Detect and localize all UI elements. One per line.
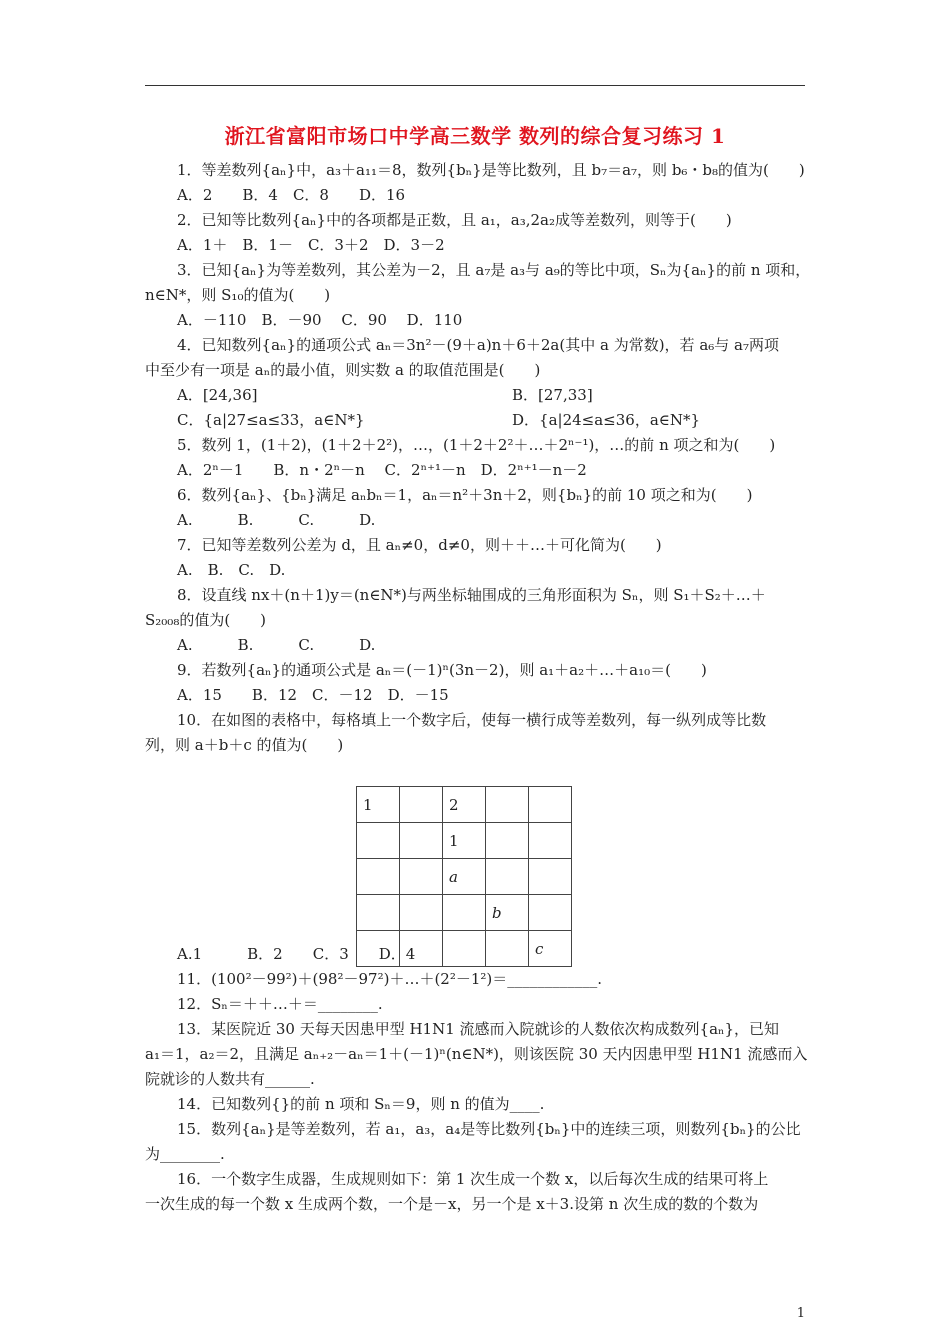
text-line: A. B. C. D. xyxy=(177,636,376,654)
grid-cell xyxy=(357,859,400,895)
text-line: A. B. C. D. xyxy=(177,511,376,529)
text-line: A．15 B．12 C．－12 D．－15 xyxy=(177,686,449,704)
grid-cell: c xyxy=(529,931,572,967)
grid-cell xyxy=(400,823,443,859)
text-line: 10．在如图的表格中，每格填上一个数字后，使每一横行成等差数列，每一纵列成等比数 xyxy=(177,711,767,729)
grid-cell xyxy=(357,823,400,859)
grid-cell xyxy=(443,931,486,967)
grid-cell: b xyxy=(486,895,529,931)
grid-cell: 2 xyxy=(443,787,486,823)
text-line: n∈N*，则 S₁₀的值为( ) xyxy=(145,286,331,304)
text-line: 7．已知等差数列公差为 d，且 aₙ≠0，d≠0，则＋＋…＋可化简为( ) xyxy=(177,536,662,554)
text-line: 16．一个数字生成器，生成规则如下：第 1 次生成一个数 x，以后每次生成的结果可将上 xyxy=(177,1170,769,1188)
grid-cell xyxy=(486,931,529,967)
text-line: A. B. C. D. xyxy=(177,561,286,579)
grid-cell xyxy=(486,823,529,859)
grid-cell xyxy=(529,787,572,823)
text-line: A.1 B．2 C．3 D．4 xyxy=(177,945,416,963)
grid-cell xyxy=(529,895,572,931)
grid-cell xyxy=(443,895,486,931)
grid-row xyxy=(357,931,572,967)
grid-cell: 1 xyxy=(443,823,486,859)
grid-row xyxy=(357,787,572,823)
text-line: A．1＋ B．1－ C．3＋2 D．3－2 xyxy=(177,236,445,254)
text-line: 6．数列{aₙ}、{bₙ}满足 aₙbₙ＝1，aₙ＝n²＋3n＋2，则{bₙ}的前 10 项之和为( ) xyxy=(177,486,753,504)
text-line: D．{a|24≤a≤36，a∈N*} xyxy=(512,411,701,429)
text-line: A．[24,36] xyxy=(177,386,258,404)
grid-cell xyxy=(400,931,443,967)
text-line: 12．Sₙ＝＋＋…＋＝________. xyxy=(177,995,383,1013)
grid-cell xyxy=(529,823,572,859)
text-line: 中至少有一项是 aₙ的最小值，则实数 a 的取值范围是( ) xyxy=(145,361,541,379)
number-grid xyxy=(356,786,572,967)
text-line: 5．数列 1，(1＋2)，(1＋2＋2²)，…，(1＋2＋2²＋…＋2ⁿ⁻¹)，…的前 n 项之和为( ) xyxy=(177,436,776,454)
page-title: 浙江省富阳市场口中学高三数学 数列的综合复习练习 1 xyxy=(224,124,726,148)
text-line: 院就诊的人数共有______. xyxy=(145,1070,315,1088)
text-line: 一次生成的每一个数 x 生成两个数，一个是－x，另一个是 x＋3.设第 n 次生成的数的个数为 xyxy=(145,1195,759,1213)
grid-cell: 1 xyxy=(357,787,400,823)
grid-cell xyxy=(486,787,529,823)
grid-cell: a xyxy=(443,859,486,895)
text-line: A．－110 B．－90 C．90 D．110 xyxy=(177,311,463,329)
text-line: 9．若数列{aₙ}的通项公式是 aₙ＝(－1)ⁿ(3n－2)，则 a₁＋a₂＋…＋a₁₀＝( ) xyxy=(177,661,707,679)
text-line: A．2 B．4 C．8 D．16 xyxy=(177,186,406,204)
grid-row xyxy=(357,859,572,895)
text-line: A．2ⁿ－1 B．n・2ⁿ－n C．2ⁿ⁺¹－n D．2ⁿ⁺¹－n－2 xyxy=(177,461,587,479)
text-line: 为________. xyxy=(145,1145,225,1163)
text-line: 8．设直线 nx＋(n＋1)y＝(n∈N*)与两坐标轴围成的三角形面积为 Sₙ，则 S₁＋S₂＋…＋ xyxy=(177,586,766,604)
grid-cell xyxy=(357,895,400,931)
text-line: 15．数列{aₙ}是等差数列，若 a₁，a₃，a₄是等比数列{bₙ}中的连续三项，则数列{bₙ}的公比 xyxy=(177,1120,801,1138)
grid-row xyxy=(357,823,572,859)
grid-cell xyxy=(400,787,443,823)
text-line: 列，则 a＋b＋c 的值为( ) xyxy=(145,736,344,754)
text-line: S₂₀₀₈的值为( ) xyxy=(145,611,267,629)
text-line: 1．等差数列{aₙ}中，a₃＋a₁₁＝8，数列{bₙ}是等比数列，且 b₇＝a₇，则 b₆・b₈的值为( ) xyxy=(177,161,805,179)
text-line: 13．某医院近 30 天每天因患甲型 H1N1 流感而入院就诊的人数依次构成数列{aₙ}，已知 xyxy=(177,1020,780,1038)
grid-cell xyxy=(400,859,443,895)
grid-cell xyxy=(400,895,443,931)
text-line: C．{a|27≤a≤33，a∈N*} xyxy=(177,411,365,429)
text-line: B．[27,33] xyxy=(512,386,593,404)
text-line: 11．(100²－99²)＋(98²－97²)＋…＋(2²－1²)＝____________. xyxy=(177,970,603,988)
grid-cell xyxy=(486,859,529,895)
page-number: 1 xyxy=(796,1306,805,1321)
grid-row xyxy=(357,895,572,931)
grid-cell xyxy=(529,859,572,895)
text-line: a₁＝1，a₂＝2，且满足 aₙ₊₂－aₙ＝1＋(－1)ⁿ(n∈N*)，则该医院 30 天内因患甲型 H1N1 流感而入 xyxy=(145,1045,808,1063)
text-line: 3．已知{aₙ}为等差数列，其公差为－2，且 a₇是 a₃与 a₉的等比中项，Sₙ为{aₙ}的前 n 项和， xyxy=(177,261,811,279)
text-line: 14．已知数列{}的前 n 项和 Sₙ＝9，则 n 的值为____. xyxy=(177,1095,545,1113)
text-line: 4．已知数列{aₙ}的通项公式 aₙ＝3n²－(9＋a)n＋6＋2a(其中 a 为常数)，若 a₆与 a₇两项 xyxy=(177,336,779,354)
grid-cell xyxy=(357,931,400,967)
text-line: 2．已知等比数列{aₙ}中的各项都是正数，且 a₁，a₃,2a₂成等差数列，则等于( ) xyxy=(177,211,732,229)
header-rule xyxy=(145,85,805,86)
